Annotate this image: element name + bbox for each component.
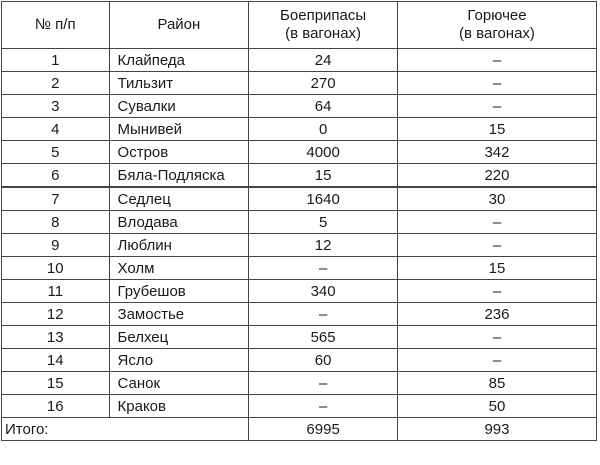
row-district: Санок: [109, 372, 249, 395]
row-ammo: 64: [249, 95, 398, 118]
row-fuel: –: [397, 349, 596, 372]
row-ammo: 340: [249, 280, 398, 303]
row-fuel: –: [397, 234, 596, 257]
row-num: 1: [2, 49, 110, 72]
row-fuel: 85: [397, 372, 596, 395]
row-fuel: –: [397, 280, 596, 303]
total-ammo: 6995: [249, 418, 398, 441]
header-fuel-line1: Горючее: [467, 7, 527, 24]
row-fuel: 342: [397, 141, 596, 164]
row-num: 6: [2, 164, 110, 188]
row-num: 13: [2, 326, 110, 349]
table-row: [2, 164, 597, 188]
row-district: Краков: [109, 395, 249, 418]
table-body: [2, 49, 597, 441]
row-ammo: 15: [249, 164, 398, 188]
table-row: [2, 349, 597, 372]
total-fuel: 993: [397, 418, 596, 441]
row-num: 4: [2, 118, 110, 141]
row-ammo: 1640: [249, 187, 398, 211]
row-num: 3: [2, 95, 110, 118]
row-ammo: 565: [249, 326, 398, 349]
row-district: Седлец: [109, 187, 249, 211]
row-district: Тильзит: [109, 72, 249, 95]
header-num: № п/п: [2, 2, 110, 49]
table-row: [2, 49, 597, 72]
row-ammo: 12: [249, 234, 398, 257]
row-ammo: 4000: [249, 141, 398, 164]
row-num: 12: [2, 303, 110, 326]
row-num: 2: [2, 72, 110, 95]
header-fuel: [397, 2, 596, 49]
table-row: [2, 141, 597, 164]
table-row: [2, 303, 597, 326]
header-fuel-line2: (в вагонах): [459, 25, 535, 42]
row-fuel: –: [397, 211, 596, 234]
row-district: Замостье: [109, 303, 249, 326]
table-row: [2, 280, 597, 303]
row-ammo: –: [249, 372, 398, 395]
row-district: Ясло: [109, 349, 249, 372]
row-ammo: 5: [249, 211, 398, 234]
row-district: Сувалки: [109, 95, 249, 118]
header-ammo: [249, 2, 398, 49]
header-row: [2, 2, 597, 49]
row-num: 16: [2, 395, 110, 418]
row-district: Бяла-Подляска: [109, 164, 249, 188]
table-header: [2, 2, 597, 49]
row-ammo: 0: [249, 118, 398, 141]
row-fuel: –: [397, 95, 596, 118]
row-district: Грубешов: [109, 280, 249, 303]
row-fuel: 30: [397, 187, 596, 211]
row-fuel: –: [397, 49, 596, 72]
row-district: Влодава: [109, 211, 249, 234]
row-fuel: 15: [397, 257, 596, 280]
row-district: Мынивей: [109, 118, 249, 141]
table-row: [2, 118, 597, 141]
row-ammo: 60: [249, 349, 398, 372]
row-num: 11: [2, 280, 110, 303]
row-fuel: –: [397, 72, 596, 95]
row-district: Белхец: [109, 326, 249, 349]
table-row: [2, 257, 597, 280]
table-row: [2, 187, 597, 211]
row-fuel: 15: [397, 118, 596, 141]
table-row: [2, 234, 597, 257]
table-row: [2, 211, 597, 234]
row-num: 15: [2, 372, 110, 395]
row-fuel: –: [397, 326, 596, 349]
header-district: Район: [109, 2, 249, 49]
row-ammo: 24: [249, 49, 398, 72]
table-row: [2, 395, 597, 418]
table-row: [2, 95, 597, 118]
row-district: Холм: [109, 257, 249, 280]
row-num: 7: [2, 187, 110, 211]
supply-table: [1, 1, 597, 441]
row-ammo: 270: [249, 72, 398, 95]
table-row: [2, 326, 597, 349]
row-ammo: –: [249, 395, 398, 418]
row-num: 5: [2, 141, 110, 164]
row-num: 10: [2, 257, 110, 280]
table-row: [2, 372, 597, 395]
header-ammo-line2: (в вагонах): [285, 25, 362, 42]
row-fuel: 50: [397, 395, 596, 418]
row-district: Люблин: [109, 234, 249, 257]
header-ammo-line1: Боеприпасы: [280, 7, 367, 24]
row-num: 14: [2, 349, 110, 372]
row-district: Остров: [109, 141, 249, 164]
row-num: 8: [2, 211, 110, 234]
row-fuel: 220: [397, 164, 596, 188]
row-ammo: –: [249, 303, 398, 326]
row-fuel: 236: [397, 303, 596, 326]
row-district: Клайпеда: [109, 49, 249, 72]
row-num: 9: [2, 234, 110, 257]
total-row: [2, 418, 597, 441]
total-label: Итого:: [2, 418, 249, 441]
row-ammo: –: [249, 257, 398, 280]
table-row: [2, 72, 597, 95]
